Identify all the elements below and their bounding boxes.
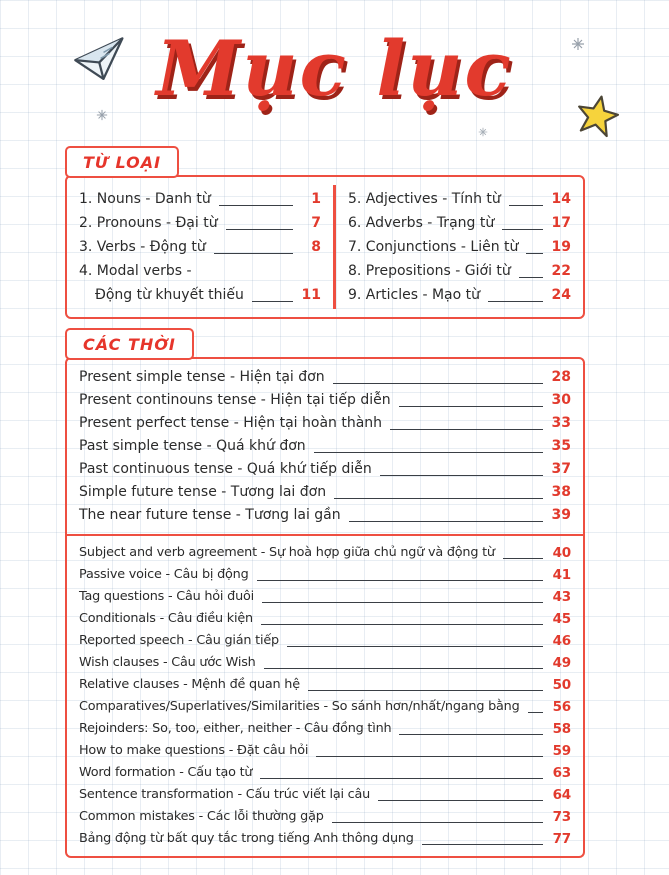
page-title: Mục lục <box>156 24 513 113</box>
page-number: 46 <box>552 633 571 649</box>
toc-row <box>348 283 571 307</box>
toc-row <box>79 542 571 564</box>
toc-row <box>79 412 571 435</box>
page-number: 39 <box>551 507 571 523</box>
leader-line <box>257 580 544 581</box>
toc-item-label: Subject and verb agreement - Sự hoà hợp giữa chủ ngữ và động từ <box>79 545 495 560</box>
page-number: 19 <box>551 239 571 255</box>
page-number: 7 <box>311 215 321 231</box>
toc-item-label: 7. Conjunctions - Liên từ <box>348 239 519 255</box>
toc-row <box>79 211 321 235</box>
toc-item-label: Past continuous tense - Quá khứ tiếp diễn <box>79 461 372 477</box>
leader-line <box>287 646 543 647</box>
toc-item-label: 2. Pronouns - Đại từ <box>79 215 218 231</box>
toc-row <box>79 259 321 283</box>
page-number: 24 <box>551 287 571 303</box>
leader-line <box>264 668 543 669</box>
page-number: 77 <box>552 831 571 847</box>
toc-row <box>348 211 571 235</box>
toc-item-label: 1. Nouns - Danh từ <box>79 191 211 207</box>
toc-row <box>79 784 571 806</box>
toc-row <box>79 389 571 412</box>
page-number: 64 <box>552 787 571 803</box>
page-number: 73 <box>552 809 571 825</box>
toc-row <box>79 235 321 259</box>
leader-line <box>219 205 293 206</box>
leader-line <box>308 690 543 691</box>
toc-item-label: Sentence transformation - Cấu trúc viết lại câu <box>79 787 371 802</box>
leader-line <box>214 253 293 254</box>
leader-line <box>380 475 543 476</box>
page-number: 40 <box>552 545 571 561</box>
section-label-tu-loai: TỪ LOẠI <box>65 146 179 178</box>
toc-column-left <box>67 185 333 309</box>
tenses-box <box>65 357 585 536</box>
leader-line <box>399 734 543 735</box>
toc-item-label: Wish clauses - Câu ước Wish <box>79 655 256 670</box>
toc-row <box>79 828 571 850</box>
section-label-cac-thoi: CÁC THỜI <box>65 328 194 360</box>
toc-row <box>79 652 571 674</box>
page-number: 59 <box>552 743 571 759</box>
leader-line <box>260 778 543 779</box>
page-number: 8 <box>311 239 321 255</box>
toc-row <box>348 259 571 283</box>
leader-line <box>316 756 543 757</box>
leader-line <box>390 429 543 430</box>
toc-item-label: 8. Prepositions - Giới từ <box>348 263 511 279</box>
page-number: 22 <box>551 263 571 279</box>
toc-item-label: Comparatives/Superlatives/Similarities - So sánh hơn/nhất/ngang bằng <box>79 699 520 714</box>
toc-item-label: 5. Adjectives - Tính từ <box>348 191 501 207</box>
page-number: 58 <box>552 721 571 737</box>
toc-row <box>79 187 321 211</box>
page-number: 11 <box>301 287 321 303</box>
leader-line <box>488 301 543 302</box>
toc-row <box>79 458 571 481</box>
topics-box <box>65 536 585 858</box>
page-number: 33 <box>551 415 571 431</box>
leader-line <box>252 301 293 302</box>
toc-item-label: Past simple tense - Quá khứ đơn <box>79 438 306 454</box>
toc-row <box>79 435 571 458</box>
leader-line <box>333 383 543 384</box>
toc-item-label: 6. Adverbs - Trạng từ <box>348 215 495 231</box>
leader-line <box>314 452 543 453</box>
toc-column-right <box>333 185 583 309</box>
toc-item-label: How to make questions - Đặt câu hỏi <box>79 743 309 758</box>
leader-line <box>262 602 543 603</box>
leader-line <box>334 498 543 499</box>
toc-item-label: 3. Verbs - Động từ <box>79 239 206 255</box>
page-number: 28 <box>551 369 571 385</box>
toc-item-label: Conditionals - Câu điều kiện <box>79 611 253 626</box>
page-number: 45 <box>552 611 571 627</box>
toc-row <box>79 630 571 652</box>
toc-content <box>65 146 585 858</box>
toc-item-label: Relative clauses - Mệnh đề quan hệ <box>79 677 300 692</box>
page-number: 43 <box>552 589 571 605</box>
toc-item-label: Passive voice - Câu bị động <box>79 567 249 582</box>
toc-item-label: 4. Modal verbs - <box>79 263 192 279</box>
leader-line <box>226 229 293 230</box>
section-cac-thoi <box>65 328 585 858</box>
tu-loai-box <box>65 175 585 319</box>
page-number: 17 <box>551 215 571 231</box>
toc-row <box>79 564 571 586</box>
leader-line <box>509 205 543 206</box>
toc-row <box>348 187 571 211</box>
page-number: 49 <box>552 655 571 671</box>
page-number: 56 <box>552 699 571 715</box>
toc-row <box>79 674 571 696</box>
toc-item-label: Common mistakes - Các lỗi thường gặp <box>79 809 324 824</box>
toc-row <box>79 696 571 718</box>
toc-item-label: Reported speech - Câu gián tiếp <box>79 633 279 648</box>
page-number: 63 <box>552 765 571 781</box>
leader-line <box>503 558 543 559</box>
leader-line <box>332 822 543 823</box>
toc-row <box>79 608 571 630</box>
leader-line <box>422 844 543 845</box>
page-number: 41 <box>552 567 571 583</box>
leader-line <box>349 521 543 522</box>
toc-item-label: Rejoinders: So, too, either, neither - Câu đồng tình <box>79 721 392 736</box>
leader-line <box>399 406 543 407</box>
toc-row <box>79 366 571 389</box>
toc-item-label: Bảng động từ bất quy tắc trong tiếng Anh thông dụng <box>79 831 414 846</box>
section-tu-loai <box>65 146 585 319</box>
page-number: 35 <box>551 438 571 454</box>
leader-line <box>502 229 543 230</box>
toc-row <box>79 806 571 828</box>
toc-item-label: Tag questions - Câu hỏi đuôi <box>79 589 254 604</box>
toc-item-label: The near future tense - Tương lai gần <box>79 507 341 523</box>
page-number: 37 <box>551 461 571 477</box>
toc-item-label: Simple future tense - Tương lai đơn <box>79 484 327 500</box>
toc-row <box>348 235 571 259</box>
toc-item-label: Present continouns tense - Hiện tại tiếp diễn <box>79 392 391 408</box>
toc-row <box>79 504 571 527</box>
toc-row <box>79 481 571 504</box>
page-number: 14 <box>551 191 571 207</box>
toc-row <box>79 283 321 307</box>
leader-line <box>526 253 543 254</box>
leader-line <box>528 712 543 713</box>
toc-row <box>79 586 571 608</box>
page-number: 1 <box>311 191 321 207</box>
toc-row <box>79 762 571 784</box>
toc-item-label: Động từ khuyết thiếu <box>95 287 244 303</box>
leader-line <box>261 624 543 625</box>
toc-item-label: Present simple tense - Hiện tại đơn <box>79 369 325 385</box>
toc-item-label: Present perfect tense - Hiện tại hoàn thành <box>79 415 383 431</box>
toc-item-label: Word formation - Cấu tạo từ <box>79 765 253 780</box>
sparkle-icon <box>478 122 488 141</box>
leader-line <box>519 277 543 278</box>
leader-line <box>378 800 543 801</box>
toc-row <box>79 740 571 762</box>
toc-item-label: 9. Articles - Mạo từ <box>348 287 481 303</box>
page-number: 30 <box>551 392 571 408</box>
page-number: 38 <box>551 484 571 500</box>
toc-row <box>79 718 571 740</box>
page-number: 50 <box>552 677 571 693</box>
